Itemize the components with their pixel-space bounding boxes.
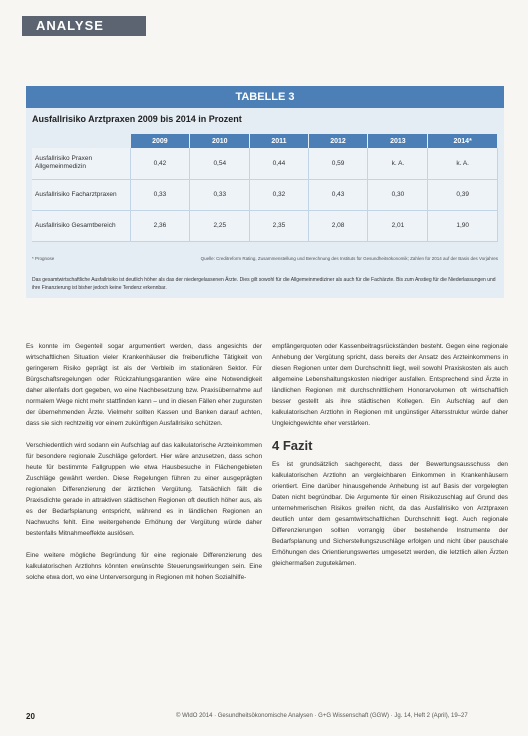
table-cell: 0,44	[250, 148, 308, 179]
table-source: Quelle: Creditreform Rating, Zusammenstellung und Berechnung des Instituts für Gesundheitsökonomik; Zahlen für 2014 auf der Basis des Vorjahres	[200, 256, 498, 261]
table-cell: 0,30	[368, 179, 428, 210]
footnote-prognose: * Prognose	[32, 256, 55, 261]
table-cell: 0,59	[308, 148, 368, 179]
paragraph: Es konnte im Gegenteil sogar argumentiert werden, dass angesichts der wirtschaftlichen Situation vieler Krankenhäuser die freiberufliche Tätigkeit von geringerem Risiko geprägt ist als der Verbleib im stationären Sektor. Für Bürgschaftsregelungen oder Rückzahlungsgarantien wäre eine Notwendigkeit daher allenfalls dort gegeben, wo eine Nachbesetzung bzw. Praxisübernahme auf normalem Wege nicht mehr stattfinden kann – und in diesen Fällen eher zugunsten der übernehmenden Ärzte. Vielmehr sollten Kassen und Banken darauf achten, dass sie sich rechtzeitig vor einem zukünftigen Ausfallrisiko schützen.	[26, 343, 262, 427]
table-cell: 1,90	[428, 210, 498, 241]
table-cell: 0,32	[250, 179, 308, 210]
table-cell: 0,33	[130, 179, 190, 210]
footer-source: © WIdO 2014 · Gesundheitsökonomische Analysen · G+G Wissenschaft (GGW) · Jg. 14, Heft 2 (April), 19–27	[176, 713, 468, 719]
table-header: TABELLE 3	[26, 86, 504, 108]
col-header: 2009	[130, 134, 190, 148]
table-cell: 2,36	[130, 210, 190, 241]
table-cell: 0,33	[190, 179, 250, 210]
paragraph: Es ist grundsätzlich sachgerecht, dass der Bewertungsausschuss den kalkulatorischen Arztlohn an vergleichbaren Einkommen in Krankenhäusern orientiert. Eine darüber hinausgehende Anhebung ist auf Basis der vorgelegten Daten nicht begründbar. Die Argumente für einen Risikozuschlag auf Grund des unternehmerischen Risikos greifen nicht, da das Ausfallrisiko von Arztpraxen deutlich unter dem gesamtwirtschaftlichen Durchschnitt liegt. Auch regionale Differenzierungen sollten vorrangig über bestehende Instrumente der Bedarfsplanung und Sicherstellungszuschläge erfolgen und nicht über pauschale Erhöhungen des Orientierungswertes umgesetzt werden, die letztlich allen Ärzten gleichermaßen zugutekämen.	[272, 461, 508, 567]
table-cell: 0,43	[308, 179, 368, 210]
table-cell: 2,08	[308, 210, 368, 241]
col-header: 2011	[250, 134, 308, 148]
table-row	[32, 210, 498, 241]
row-label: Ausfallrisiko Gesamtbereich	[32, 210, 130, 241]
paragraph: Verschiedentlich wird sodann ein Aufschlag auf das kalkulatorische Arzteinkommen für besondere regionale Zuschläge gefordert. Hier wäre anzusetzen, dass schon heute für bestimmte Fallgruppen wie etwa Hausbesuche in Flächengebieten Zuschläge gewährt werden. Diese Regelungen führen zu einer ausgeprägten regionalen Differenzierung der ärztlichen Vergütung. Tatsächlich fällt die Praxisdichte gerade in attraktiven städtischen Regionen oft deutlich höher aus, als es der Bedarfsplanung entspricht, während es in ländlichen Regionen an Nachwuchs fehlt. Eine weitergehende Erhöhung der Vergütung würde daher bestenfalls Mitnahmeeffekte auslösen.	[26, 442, 262, 537]
body-column-left	[26, 341, 262, 594]
col-header: 2013	[368, 134, 428, 148]
row-label: Ausfallrisiko Praxen Allgemeinmedizin	[32, 148, 130, 179]
section-heading-fazit: 4 Fazit	[272, 438, 313, 453]
table-cell: 2,25	[190, 210, 250, 241]
table-cell: 2,35	[250, 210, 308, 241]
section-tag: ANALYSE	[22, 16, 146, 36]
col-header: 2014*	[428, 134, 498, 148]
table-note: Das gesamtwirtschaftliche Ausfallrisiko ist deutlich höher als das der niedergelassenen Ärzte. Dies gilt sowohl für die Allgemeinmediziner als auch für die Fachärzte. Bis zum Anstieg für die Niederlassungen und ihre Finanzierung ist bisher jedoch keine Tendenz erkennbar.	[32, 277, 496, 291]
data-table	[32, 134, 498, 242]
col-header	[32, 134, 130, 148]
table-cell: k. A.	[368, 148, 428, 179]
table-row	[32, 179, 498, 210]
table-cell: 0,39	[428, 179, 498, 210]
table-cell: k. A.	[428, 148, 498, 179]
table-cell: 0,42	[130, 148, 190, 179]
paragraph: Eine weitere mögliche Begründung für eine regionale Differenzierung des kalkulatorischen Arztlohns könnten erwünschte Steuerungswirkungen sein. Eine solche etwa dort, wo eine Unterversorgung in Regionen mit hohen Sozialhilfe-	[26, 552, 262, 581]
col-header: 2012	[308, 134, 368, 148]
table-box	[26, 86, 504, 298]
table-cell: 0,54	[190, 148, 250, 179]
table-title: Ausfallrisiko Arztpraxen 2009 bis 2014 in Prozent	[32, 114, 242, 124]
table-cell: 2,01	[368, 210, 428, 241]
row-label: Ausfallrisiko Facharztpraxen	[32, 179, 130, 210]
body-column-right	[272, 341, 508, 580]
page-number: 20	[26, 712, 35, 721]
paragraph: empfängerquoten oder Kassenbeitragsrückständen besteht. Gegen eine regionale Anhebung der Vergütung spricht, dass bereits der Ansatz des Arzteinkommens in diesen Regionen unter dem Durchschnitt liegt, weil sowohl Praxiskosten als auch allgemeine Lebenshaltungskosten niedriger ausfallen. Entsprechend sind Ärzte in ländlichen Regionen mit durchschnittlichem Honorarvolumen oft wirtschaftlich besser gestellt als ihre städtischen Kollegen. Ein Aufschlag auf den kalkulatorischen Arztlohn in Regionen mit ungünstiger Altersstruktur würde daher Ungleichgewichte eher verstärken.	[272, 343, 508, 427]
table-row	[32, 148, 498, 179]
table-header-row	[32, 134, 498, 148]
col-header: 2010	[190, 134, 250, 148]
